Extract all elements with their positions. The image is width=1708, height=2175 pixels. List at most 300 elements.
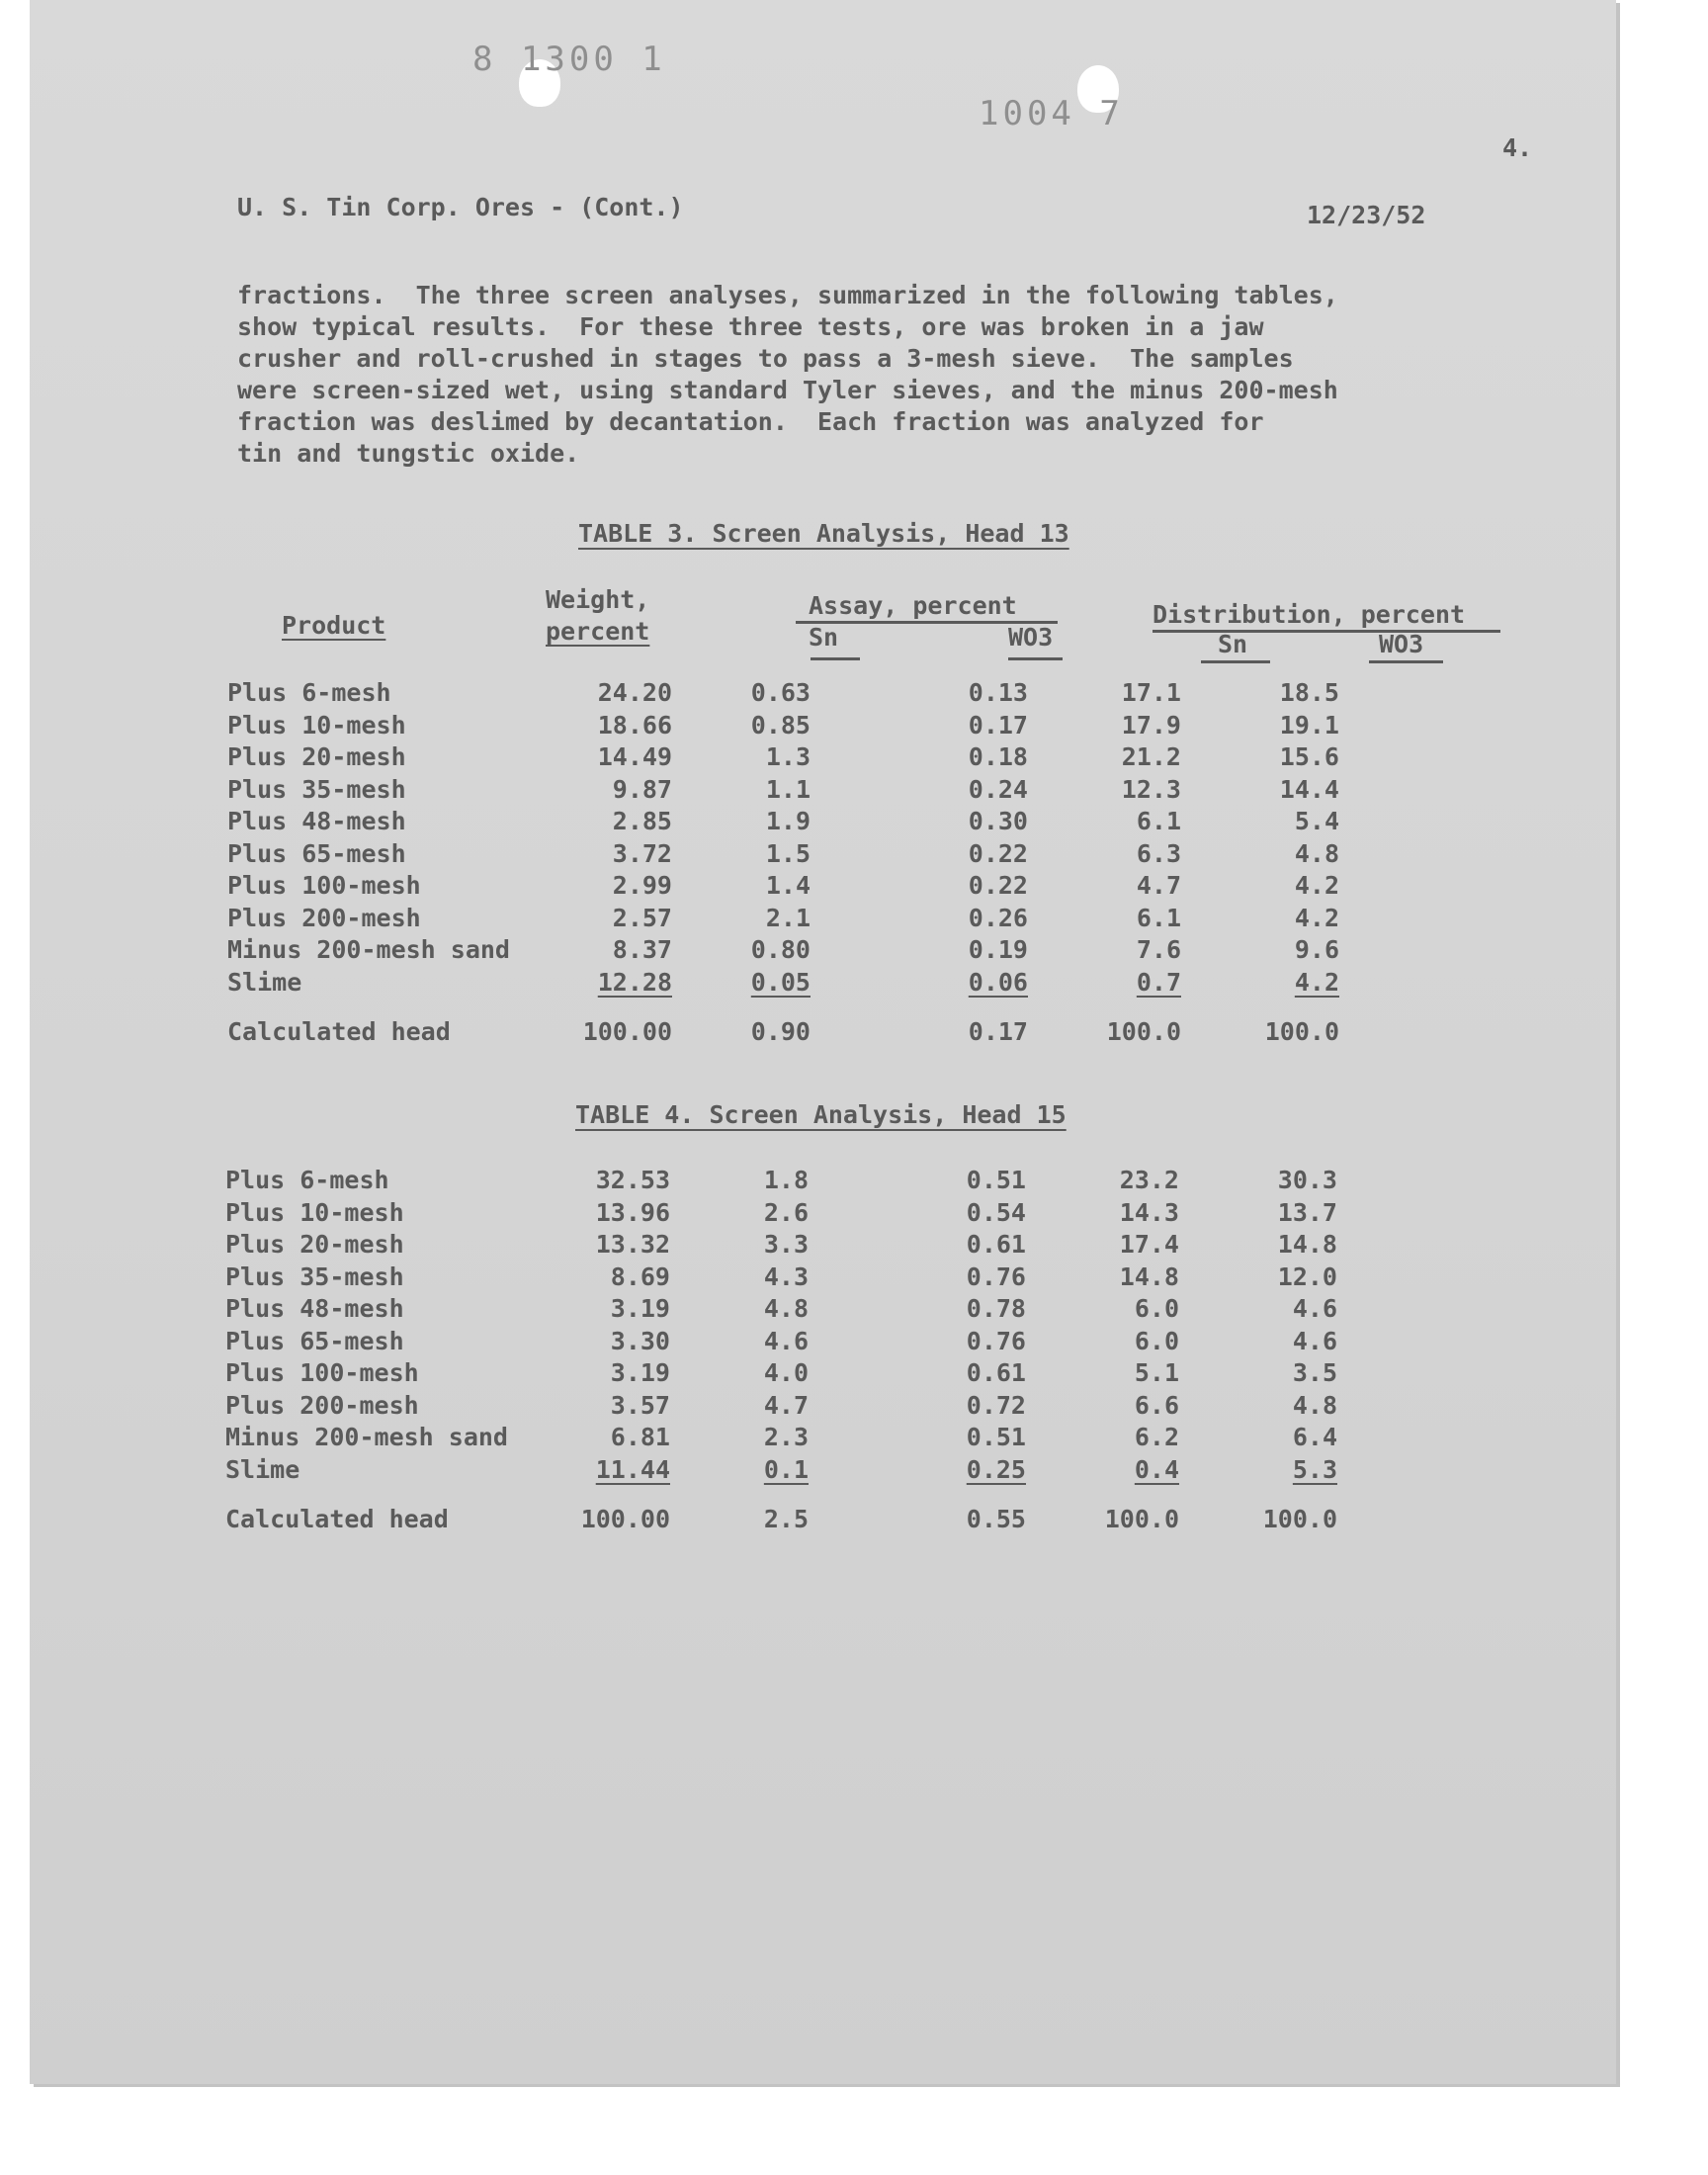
cell-value: 4.7 bbox=[1136, 871, 1181, 900]
table-row bbox=[227, 774, 1339, 807]
value-cell bbox=[554, 838, 672, 871]
value-cell bbox=[1026, 1390, 1179, 1423]
value-cell bbox=[809, 1357, 1026, 1390]
total-value: 0.90 bbox=[750, 1017, 811, 1046]
value-cell bbox=[552, 1454, 670, 1487]
product-cell bbox=[225, 1357, 552, 1390]
value-cell bbox=[1026, 1165, 1179, 1197]
value-cell bbox=[554, 870, 672, 903]
product-name: Plus 35-mesh bbox=[227, 774, 406, 804]
product-name: Plus 6-mesh bbox=[227, 678, 391, 707]
cell-value: 6.3 bbox=[1136, 838, 1181, 868]
cell-value: 1.9 bbox=[765, 807, 811, 835]
value-cell bbox=[672, 903, 811, 935]
total-value: 100.0 bbox=[1106, 1017, 1181, 1046]
value-cell bbox=[809, 1390, 1026, 1423]
cell-value: 0.80 bbox=[750, 935, 811, 964]
total-row bbox=[227, 999, 1339, 1049]
cell-value: 5.3 bbox=[1292, 1454, 1337, 1484]
cell-value: 0.76 bbox=[966, 1262, 1026, 1291]
value-cell bbox=[670, 1262, 809, 1294]
product-name: Plus 200-mesh bbox=[227, 903, 421, 932]
cell-value: 5.4 bbox=[1294, 807, 1339, 835]
cell-value: 4.6 bbox=[763, 1326, 809, 1355]
cell-value: 0.19 bbox=[968, 935, 1028, 964]
value-cell bbox=[1026, 1229, 1179, 1262]
product-name: Plus 65-mesh bbox=[227, 838, 406, 868]
cell-value: 12.28 bbox=[597, 967, 672, 997]
cell-value: 0.18 bbox=[968, 742, 1028, 771]
cell-value: 0.61 bbox=[966, 1358, 1026, 1387]
column-header-product: Product bbox=[282, 611, 386, 640]
cell-value: 0.22 bbox=[968, 871, 1028, 900]
cell-value: 9.6 bbox=[1294, 935, 1339, 964]
total-value: 100.0 bbox=[1262, 1505, 1337, 1533]
product-cell bbox=[227, 710, 554, 742]
product-cell bbox=[227, 677, 554, 710]
table-row bbox=[227, 741, 1339, 774]
paragraph-line: show typical results. For these three tests, ore was broken in a jaw bbox=[237, 312, 1264, 341]
value-cell bbox=[809, 1229, 1026, 1262]
column-header-distribution: Distribution, percent bbox=[1153, 600, 1466, 629]
cell-value: 5.1 bbox=[1134, 1358, 1179, 1387]
cell-value: 30.3 bbox=[1277, 1166, 1337, 1194]
value-cell bbox=[670, 1293, 809, 1326]
cell-value: 0.05 bbox=[750, 967, 811, 997]
value-cell bbox=[672, 870, 811, 903]
cell-value: 0.06 bbox=[968, 967, 1028, 997]
table-row bbox=[225, 1390, 1337, 1423]
cell-value: 17.1 bbox=[1121, 678, 1181, 707]
product-name: Plus 10-mesh bbox=[227, 710, 406, 740]
cell-value: 4.7 bbox=[763, 1390, 809, 1420]
product-cell bbox=[227, 838, 554, 871]
cell-value: 14.4 bbox=[1279, 774, 1339, 804]
cell-value: 1.1 bbox=[765, 774, 811, 804]
table4-caption: TABLE 4. Screen Analysis, Head 15 bbox=[575, 1100, 1067, 1129]
value-cell bbox=[554, 903, 672, 935]
product-cell bbox=[227, 934, 554, 967]
cell-value: 11.44 bbox=[595, 1454, 670, 1484]
cell-value: 2.1 bbox=[765, 903, 811, 932]
value-cell bbox=[552, 1357, 670, 1390]
table3-caption: TABLE 3. Screen Analysis, Head 13 bbox=[578, 519, 1069, 548]
product-cell bbox=[225, 1454, 552, 1487]
column-header-assay-wo3: WO3 bbox=[1008, 623, 1054, 652]
total-value: 100.00 bbox=[580, 1505, 670, 1533]
product-name: Plus 100-mesh bbox=[227, 871, 421, 900]
value-cell bbox=[1026, 1293, 1179, 1326]
cell-value: 0.78 bbox=[966, 1294, 1026, 1323]
value-cell bbox=[670, 1326, 809, 1358]
cell-value: 3.19 bbox=[610, 1294, 670, 1323]
table-row bbox=[225, 1357, 1337, 1390]
value-cell bbox=[809, 1422, 1026, 1454]
column-header-assay: Assay, percent bbox=[809, 591, 1017, 620]
cell-value: 4.3 bbox=[763, 1262, 809, 1291]
cell-value: 0.1 bbox=[763, 1454, 809, 1484]
cell-value: 0.85 bbox=[750, 710, 811, 740]
cell-value: 9.87 bbox=[612, 774, 672, 804]
cell-value: 12.0 bbox=[1277, 1262, 1337, 1291]
value-cell bbox=[1179, 1326, 1337, 1358]
value-cell bbox=[1181, 677, 1339, 710]
cell-value: 0.72 bbox=[966, 1390, 1026, 1420]
value-cell bbox=[811, 903, 1028, 935]
cell-value: 32.53 bbox=[595, 1166, 670, 1194]
page-title: U. S. Tin Corp. Ores - (Cont.) bbox=[237, 193, 684, 221]
cell-value: 0.7 bbox=[1136, 967, 1181, 997]
value-cell bbox=[1028, 677, 1181, 710]
value-cell bbox=[670, 1229, 809, 1262]
value-cell bbox=[1179, 1422, 1337, 1454]
column-header-weight: Weight, bbox=[546, 585, 650, 614]
total-value: 100.0 bbox=[1104, 1505, 1179, 1533]
cell-value: 0.51 bbox=[966, 1166, 1026, 1194]
cell-value: 0.4 bbox=[1134, 1454, 1179, 1484]
body-paragraph bbox=[237, 280, 1463, 470]
value-cell bbox=[554, 741, 672, 774]
cell-value: 12.3 bbox=[1121, 774, 1181, 804]
value-cell bbox=[1026, 1454, 1179, 1487]
cell-value: 6.6 bbox=[1134, 1390, 1179, 1420]
product-cell bbox=[225, 1262, 552, 1294]
value-cell bbox=[672, 677, 811, 710]
paragraph-line: crusher and roll-crushed in stages to pass a 3-mesh sieve. The samples bbox=[237, 344, 1294, 373]
value-cell bbox=[1028, 710, 1181, 742]
table-row bbox=[227, 806, 1339, 838]
table-row bbox=[227, 677, 1339, 710]
cell-value: 0.76 bbox=[966, 1326, 1026, 1355]
value-cell bbox=[552, 1390, 670, 1423]
product-cell bbox=[225, 1422, 552, 1454]
cell-value: 4.2 bbox=[1294, 967, 1339, 997]
product-name: Plus 200-mesh bbox=[225, 1390, 419, 1420]
value-cell bbox=[1179, 1390, 1337, 1423]
cell-value: 1.5 bbox=[765, 838, 811, 868]
value-cell bbox=[1179, 1293, 1337, 1326]
value-cell bbox=[1026, 1422, 1179, 1454]
value-cell bbox=[672, 838, 811, 871]
value-cell bbox=[672, 774, 811, 807]
cell-value: 13.7 bbox=[1277, 1197, 1337, 1227]
value-cell bbox=[552, 1229, 670, 1262]
value-cell bbox=[1181, 806, 1339, 838]
value-cell bbox=[670, 1357, 809, 1390]
cell-value: 0.26 bbox=[968, 903, 1028, 932]
product-cell bbox=[227, 774, 554, 807]
value-cell bbox=[1179, 1454, 1337, 1487]
value-cell bbox=[552, 1165, 670, 1197]
subheader-rule bbox=[1008, 657, 1063, 660]
table-row bbox=[227, 838, 1339, 871]
value-cell bbox=[552, 1262, 670, 1294]
cell-value: 0.13 bbox=[968, 678, 1028, 707]
value-cell bbox=[1026, 1262, 1179, 1294]
product-name: Plus 100-mesh bbox=[225, 1358, 419, 1387]
product-cell bbox=[227, 806, 554, 838]
value-cell bbox=[554, 806, 672, 838]
table-row bbox=[227, 870, 1339, 903]
cell-value: 2.6 bbox=[763, 1197, 809, 1227]
table3-body bbox=[227, 677, 1339, 1049]
column-header-dist-sn: Sn bbox=[1218, 630, 1248, 658]
cell-value: 6.81 bbox=[610, 1423, 670, 1451]
value-cell bbox=[1026, 1357, 1179, 1390]
value-cell bbox=[1028, 741, 1181, 774]
value-cell bbox=[672, 967, 811, 1000]
cell-value: 1.4 bbox=[765, 871, 811, 900]
cell-value: 2.85 bbox=[612, 807, 672, 835]
product-cell bbox=[225, 1326, 552, 1358]
product-cell bbox=[227, 903, 554, 935]
value-cell bbox=[1181, 870, 1339, 903]
value-cell bbox=[811, 677, 1028, 710]
total-value: 100.0 bbox=[1264, 1017, 1339, 1046]
value-cell bbox=[554, 710, 672, 742]
cell-value: 14.49 bbox=[597, 742, 672, 771]
cell-value: 18.5 bbox=[1279, 678, 1339, 707]
value-cell bbox=[811, 967, 1028, 1000]
table3 bbox=[227, 677, 1339, 1049]
table-row bbox=[227, 710, 1339, 742]
table-row bbox=[225, 1293, 1337, 1326]
column-header-assay-sn: Sn bbox=[809, 623, 839, 652]
value-cell bbox=[670, 1422, 809, 1454]
value-cell bbox=[1028, 870, 1181, 903]
cell-value: 17.9 bbox=[1121, 710, 1181, 740]
cell-value: 0.61 bbox=[966, 1230, 1026, 1259]
cell-value: 0.22 bbox=[968, 838, 1028, 868]
product-name: Plus 48-mesh bbox=[227, 807, 406, 835]
distribution-header-rule bbox=[1153, 630, 1500, 633]
value-cell bbox=[554, 774, 672, 807]
value-cell bbox=[552, 1422, 670, 1454]
table-row bbox=[225, 1454, 1337, 1487]
cell-value: 6.2 bbox=[1134, 1423, 1179, 1451]
cell-value: 4.6 bbox=[1292, 1326, 1337, 1355]
cell-value: 6.1 bbox=[1136, 807, 1181, 835]
value-cell bbox=[1181, 774, 1339, 807]
cell-value: 3.30 bbox=[610, 1326, 670, 1355]
value-cell bbox=[811, 838, 1028, 871]
product-name: Plus 65-mesh bbox=[225, 1326, 404, 1355]
value-cell bbox=[1028, 903, 1181, 935]
table-row bbox=[225, 1422, 1337, 1454]
cell-value: 4.8 bbox=[763, 1294, 809, 1323]
table4 bbox=[225, 1165, 1337, 1536]
value-cell bbox=[809, 1197, 1026, 1230]
product-cell bbox=[225, 1197, 552, 1230]
cell-value: 3.57 bbox=[610, 1390, 670, 1420]
table-row bbox=[227, 967, 1339, 1000]
cell-value: 23.2 bbox=[1119, 1166, 1179, 1194]
product-name: Plus 35-mesh bbox=[225, 1262, 404, 1291]
total-value: 0.17 bbox=[968, 1017, 1028, 1046]
value-cell bbox=[811, 806, 1028, 838]
cell-value: 4.0 bbox=[763, 1358, 809, 1387]
cell-value: 4.2 bbox=[1294, 871, 1339, 900]
value-cell bbox=[672, 806, 811, 838]
cell-value: 4.6 bbox=[1292, 1294, 1337, 1323]
cell-value: 4.2 bbox=[1294, 903, 1339, 932]
value-cell bbox=[809, 1262, 1026, 1294]
cell-value: 3.19 bbox=[610, 1358, 670, 1387]
product-name: Slime bbox=[225, 1454, 300, 1484]
value-cell bbox=[1026, 1326, 1179, 1358]
cell-value: 0.51 bbox=[966, 1423, 1026, 1451]
value-cell bbox=[1179, 1165, 1337, 1197]
cell-value: 3.5 bbox=[1292, 1358, 1337, 1387]
value-cell bbox=[809, 1293, 1026, 1326]
cell-value: 21.2 bbox=[1121, 742, 1181, 771]
cell-value: 14.3 bbox=[1119, 1197, 1179, 1227]
cell-value: 4.8 bbox=[1292, 1390, 1337, 1420]
table4-body bbox=[225, 1165, 1337, 1536]
total-value: 0.55 bbox=[966, 1505, 1026, 1533]
value-cell bbox=[1179, 1262, 1337, 1294]
product-cell bbox=[227, 741, 554, 774]
total-label: Calculated head bbox=[225, 1505, 449, 1533]
table-row bbox=[225, 1229, 1337, 1262]
cell-value: 0.25 bbox=[966, 1454, 1026, 1484]
product-name: Plus 6-mesh bbox=[225, 1166, 389, 1194]
document-stamp-right: 1004 7 bbox=[979, 94, 1124, 133]
value-cell bbox=[554, 967, 672, 1000]
paragraph-line: were screen-sized wet, using standard Tyler sieves, and the minus 200-mesh bbox=[237, 376, 1338, 404]
product-name: Plus 20-mesh bbox=[225, 1230, 404, 1259]
value-cell bbox=[811, 710, 1028, 742]
value-cell bbox=[552, 1293, 670, 1326]
cell-value: 2.57 bbox=[612, 903, 672, 932]
document-date: 12/23/52 bbox=[1307, 201, 1426, 229]
product-cell bbox=[227, 870, 554, 903]
value-cell bbox=[1181, 741, 1339, 774]
cell-value: 14.8 bbox=[1119, 1262, 1179, 1291]
cell-value: 15.6 bbox=[1279, 742, 1339, 771]
cell-value: 19.1 bbox=[1279, 710, 1339, 740]
cell-value: 2.3 bbox=[763, 1423, 809, 1451]
value-cell bbox=[1181, 838, 1339, 871]
cell-value: 14.8 bbox=[1277, 1230, 1337, 1259]
value-cell bbox=[670, 1165, 809, 1197]
subheader-rule bbox=[1201, 660, 1270, 663]
value-cell bbox=[672, 741, 811, 774]
value-cell bbox=[672, 710, 811, 742]
cell-value: 3.3 bbox=[763, 1230, 809, 1259]
cell-value: 18.66 bbox=[597, 710, 672, 740]
value-cell bbox=[672, 934, 811, 967]
value-cell bbox=[1028, 774, 1181, 807]
value-cell bbox=[1179, 1197, 1337, 1230]
value-cell bbox=[670, 1454, 809, 1487]
value-cell bbox=[552, 1197, 670, 1230]
cell-value: 1.3 bbox=[765, 742, 811, 771]
total-row bbox=[225, 1486, 1337, 1536]
product-cell bbox=[225, 1293, 552, 1326]
cell-value: 0.54 bbox=[966, 1197, 1026, 1227]
cell-value: 6.4 bbox=[1292, 1423, 1337, 1451]
value-cell bbox=[670, 1390, 809, 1423]
product-name: Plus 10-mesh bbox=[225, 1197, 404, 1227]
cell-value: 0.63 bbox=[750, 678, 811, 707]
cell-value: 0.30 bbox=[968, 807, 1028, 835]
value-cell bbox=[1026, 1197, 1179, 1230]
value-cell bbox=[1181, 710, 1339, 742]
table-row bbox=[227, 934, 1339, 967]
product-cell bbox=[225, 1229, 552, 1262]
product-name: Plus 20-mesh bbox=[227, 742, 406, 771]
table-row bbox=[225, 1197, 1337, 1230]
page-number: 4. bbox=[1502, 133, 1533, 162]
cell-value: 2.99 bbox=[612, 871, 672, 900]
value-cell bbox=[1028, 967, 1181, 1000]
column-header-weight-unit: percent bbox=[546, 617, 650, 646]
value-cell bbox=[809, 1326, 1026, 1358]
cell-value: 8.69 bbox=[610, 1262, 670, 1291]
table-row bbox=[225, 1262, 1337, 1294]
product-cell bbox=[227, 967, 554, 1000]
value-cell bbox=[809, 1165, 1026, 1197]
value-cell bbox=[1181, 903, 1339, 935]
total-label: Calculated head bbox=[227, 1017, 451, 1046]
product-name: Minus 200-mesh sand bbox=[225, 1423, 508, 1451]
total-value: 100.00 bbox=[582, 1017, 672, 1046]
column-header-dist-wo3: WO3 bbox=[1379, 630, 1424, 658]
paragraph-line: fractions. The three screen analyses, summarized in the following tables, bbox=[237, 281, 1338, 309]
cell-value: 6.0 bbox=[1134, 1326, 1179, 1355]
cell-value: 7.6 bbox=[1136, 935, 1181, 964]
table-row bbox=[227, 903, 1339, 935]
cell-value: 0.24 bbox=[968, 774, 1028, 804]
cell-value: 17.4 bbox=[1119, 1230, 1179, 1259]
value-cell bbox=[554, 677, 672, 710]
value-cell bbox=[1028, 838, 1181, 871]
table-row bbox=[225, 1326, 1337, 1358]
cell-value: 24.20 bbox=[597, 678, 672, 707]
value-cell bbox=[1179, 1357, 1337, 1390]
table-row bbox=[225, 1165, 1337, 1197]
paragraph-line: tin and tungstic oxide. bbox=[237, 439, 580, 468]
cell-value: 6.1 bbox=[1136, 903, 1181, 932]
cell-value: 0.17 bbox=[968, 710, 1028, 740]
value-cell bbox=[1181, 934, 1339, 967]
value-cell bbox=[670, 1197, 809, 1230]
value-cell bbox=[1028, 934, 1181, 967]
value-cell bbox=[552, 1326, 670, 1358]
value-cell bbox=[811, 774, 1028, 807]
cell-value: 3.72 bbox=[612, 838, 672, 868]
total-value: 2.5 bbox=[763, 1505, 809, 1533]
product-cell bbox=[225, 1390, 552, 1423]
cell-value: 6.0 bbox=[1134, 1294, 1179, 1323]
subheader-rule bbox=[811, 657, 860, 660]
product-name: Minus 200-mesh sand bbox=[227, 935, 510, 964]
value-cell bbox=[1028, 806, 1181, 838]
value-cell bbox=[809, 1454, 1026, 1487]
product-name: Slime bbox=[227, 967, 302, 997]
cell-value: 4.8 bbox=[1294, 838, 1339, 868]
value-cell bbox=[1181, 967, 1339, 1000]
cell-value: 13.96 bbox=[595, 1197, 670, 1227]
value-cell bbox=[554, 934, 672, 967]
subheader-rule bbox=[1369, 660, 1443, 663]
cell-value: 13.32 bbox=[595, 1230, 670, 1259]
document-stamp-left: 8 1300 1 bbox=[472, 40, 666, 79]
paragraph-line: fraction was deslimed by decantation. Each fraction was analyzed for bbox=[237, 407, 1264, 436]
value-cell bbox=[1179, 1229, 1337, 1262]
cell-value: 1.8 bbox=[763, 1166, 809, 1194]
